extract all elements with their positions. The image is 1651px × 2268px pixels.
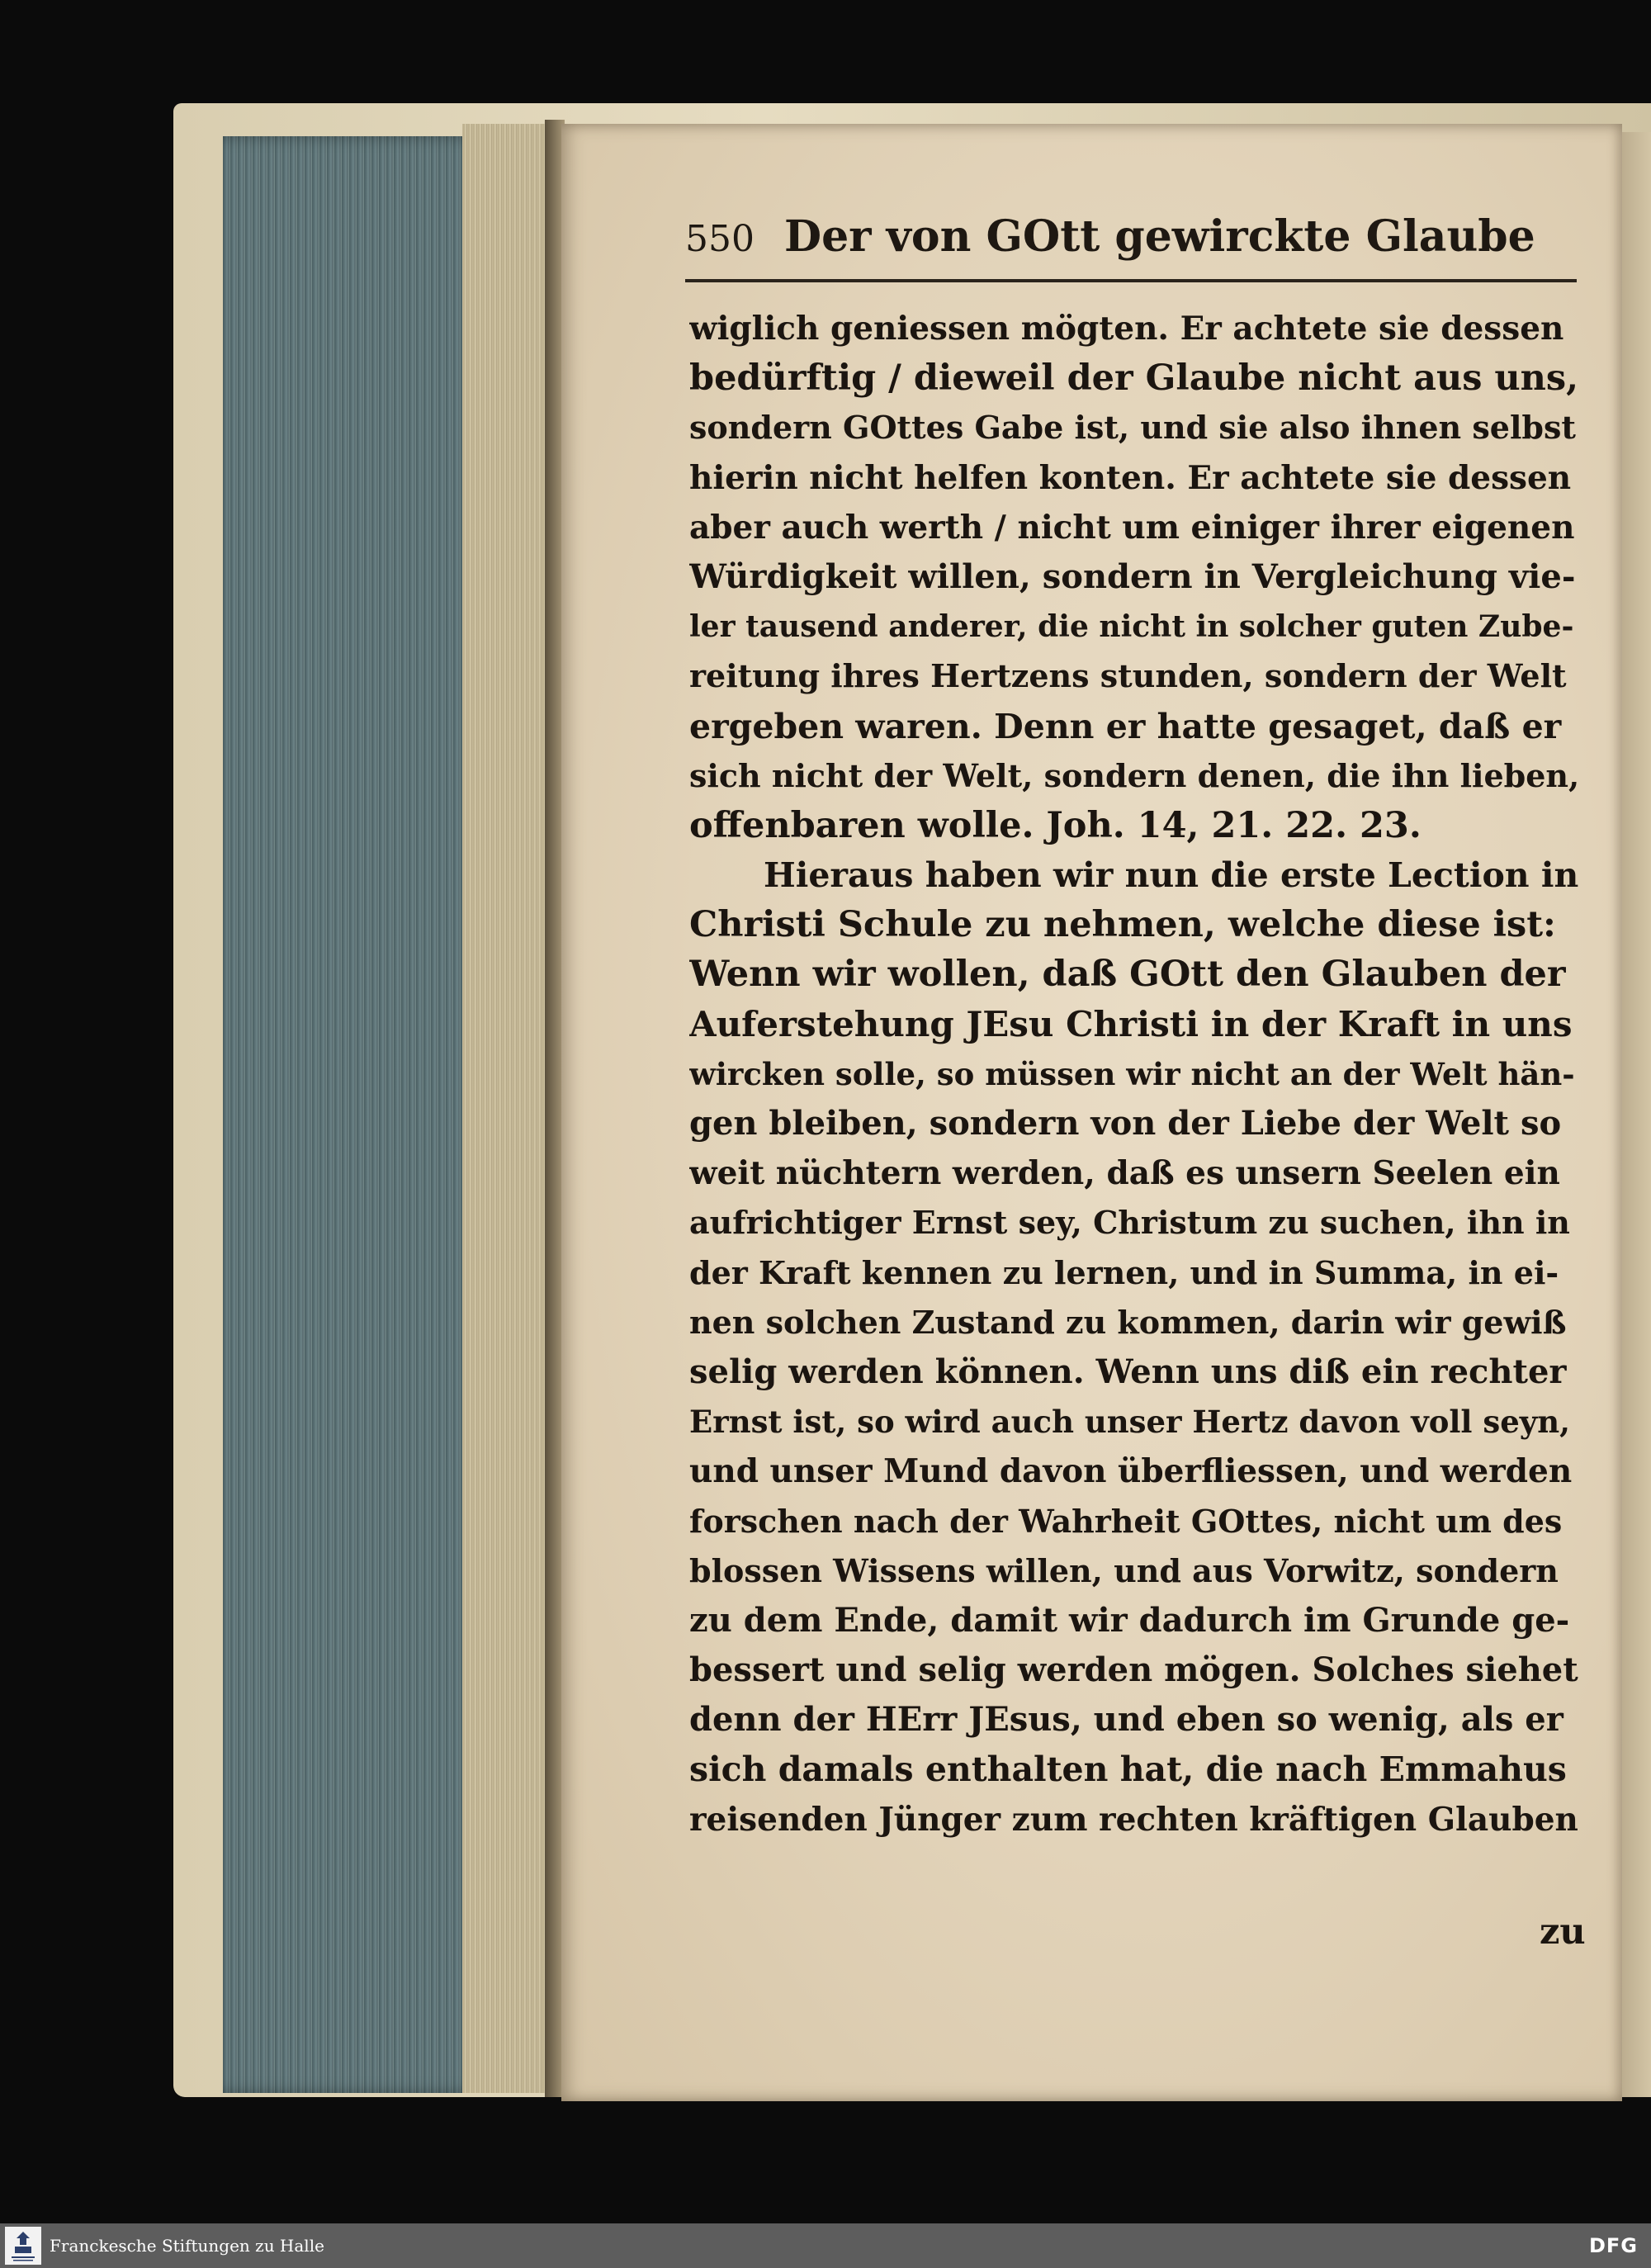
text-line: der Kraft kennen zu lernen, und in Summa, in ei- [689,1253,1559,1291]
text-line: reitung ihres Hertzens stunden, sondern der Welt [689,657,1567,695]
text-line: forschen nach der Wahrheit GOttes, nicht um des [689,1502,1563,1540]
page-edge-lines [462,124,549,2093]
text-line: Hieraus haben wir nun die erste Lection in [764,855,1579,896]
text-line: weit nüchtern werden, daß es unsern Seelen ein [689,1154,1560,1193]
text-line: aber auch werth / nicht um einiger ihrer eigenen [689,508,1575,547]
running-head [685,208,1535,266]
page-number: 550 [685,218,755,260]
text-line: ergeben waren. Denn er hatte gesaget, daß er [689,706,1562,746]
institution-name: Franckesche Stiftungen zu Halle [50,2236,324,2256]
text-line: sich damals enthalten hat, die nach Emmahus [689,1750,1567,1790]
text-line: selig werden können. Wenn uns diß ein rechter [689,1352,1567,1391]
viewer-footer [0,2223,1651,2268]
text-line: wiglich geniessen mögten. Er achtete sie dessen [689,310,1564,348]
text-line: und unser Mund davon überfliessen, und werden [689,1452,1573,1491]
catchword: zu [1540,1911,1586,1953]
header-rule [685,279,1577,282]
text-line: Würdigkeit willen, sondern in Vergleichung vie- [689,556,1576,596]
text-line: zu dem Ende, damit wir dadurch im Grunde ge- [689,1600,1570,1640]
text-line: sondern GOttes Gabe ist, und sie also ihnen selbst [689,409,1576,447]
text-line: offenbaren wolle. Joh. 14, 21. 22. 23. [689,804,1422,846]
funder-logo: DFG [1588,2234,1638,2257]
text-line: hierin nicht helfen konten. Er achtete sie dessen [689,458,1572,497]
text-line: Ernst ist, so wird auch unser Hertz davon voll seyn, [689,1404,1571,1441]
text-line: aufrichtiger Ernst sey, Christum zu suchen, ihn in [689,1204,1570,1242]
text-line: blossen Wissens willen, und aus Vorwitz, sondern [689,1551,1559,1589]
text-line: denn der HErr JEsus, und eben so wenig, als er [689,1700,1563,1740]
body-text [689,304,1581,1844]
running-title: Der von GOtt gewirckte Glaube [784,211,1535,262]
francke-foundations-logo-icon [5,2227,41,2265]
text-line: sich nicht der Welt, sondern denen, die ihn lieben, [689,756,1580,794]
facing-page-edge [1618,132,1651,2097]
text-line: wircken solle, so müssen wir nicht an der Welt hän- [689,1055,1575,1092]
text-line: Christi Schule zu nehmen, welche diese ist: [689,904,1556,946]
text-line: Auferstehung JEsu Christi in der Kraft in uns [689,1003,1573,1044]
text-line: gen bleiben, sondern von der Liebe der Welt so [689,1104,1562,1143]
text-line: ler tausend anderer, die nicht in solcher guten Zube- [689,609,1574,645]
text-line: bessert und selig werden mögen. Solches siehet [689,1650,1578,1690]
text-line: reisenden Jünger zum rechten kräftigen Glauben [689,1800,1578,1839]
text-line: bedürftig / dieweil der Glaube nicht aus uns, [689,357,1579,400]
text-line: Wenn wir wollen, daß GOtt den Glauben der [689,954,1566,996]
text-line: nen solchen Zustand zu kommen, darin wir gewiß [689,1303,1567,1341]
